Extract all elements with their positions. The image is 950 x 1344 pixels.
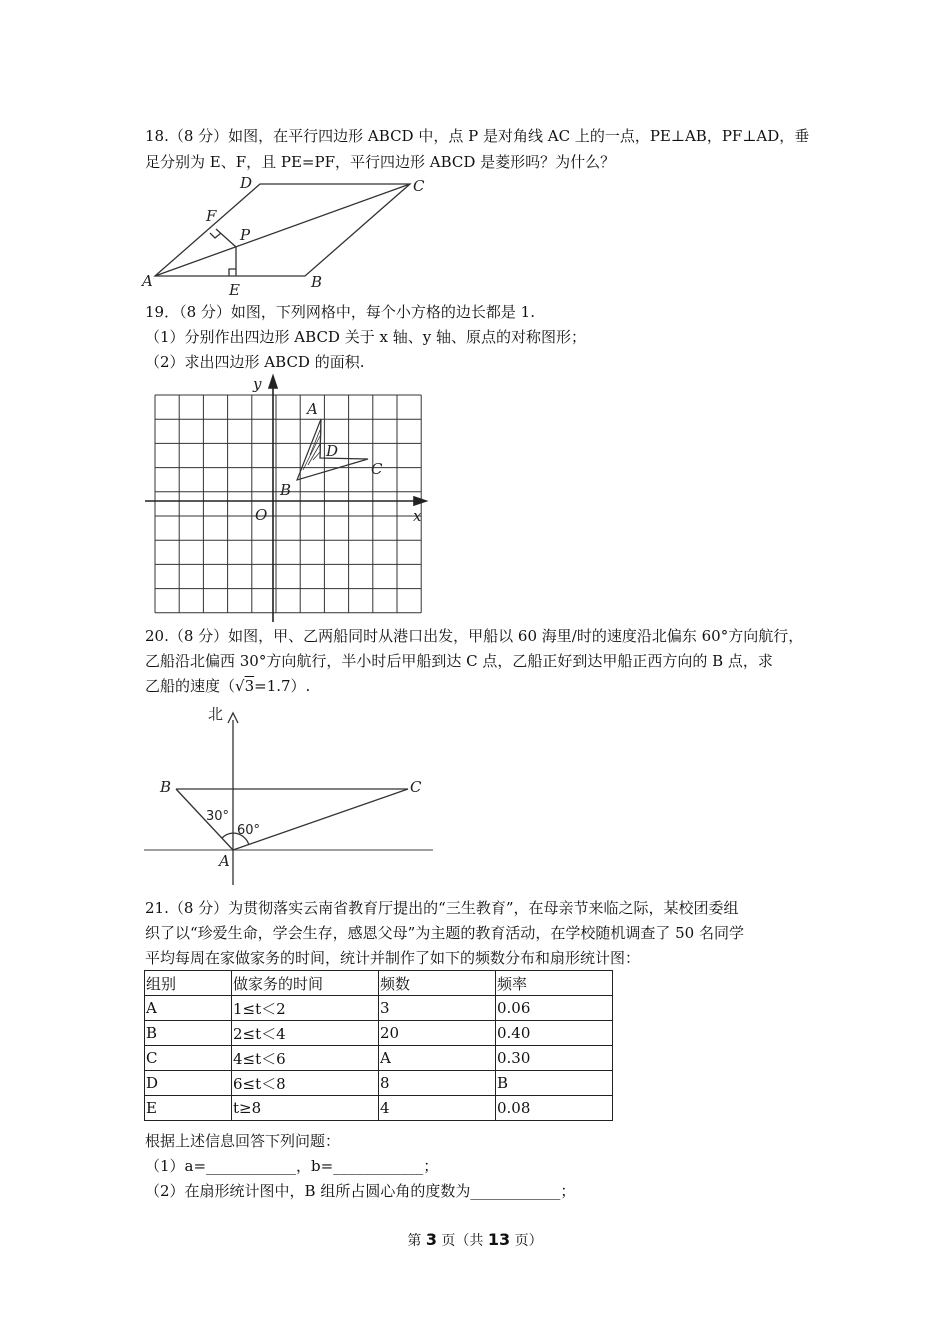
q18-label-D: D xyxy=(240,174,253,192)
table-row xyxy=(145,996,613,1021)
q21-text-line3: 平均每周在家做家务的时间，统计并制作了如下的频数分布和扇形统计图： xyxy=(145,949,641,967)
q19-label-B: B xyxy=(280,481,292,499)
table-cell: 1≤t＜2 xyxy=(232,996,379,1021)
table-cell: 0.30 xyxy=(496,1046,613,1071)
table-cell: 0.06 xyxy=(496,996,613,1021)
table-cell: t≥8 xyxy=(232,1096,379,1121)
table-row xyxy=(145,1071,613,1096)
table-cell: 0.40 xyxy=(496,1021,613,1046)
page-footer: 第 3 页（共 13 页） xyxy=(407,1230,543,1249)
q21-text-line1: 21.（8 分）为贯彻落实云南省教育厅提出的“三生教育”，在母亲节来临之际，某校团委组 xyxy=(145,899,739,917)
q21-after-table-text: 根据上述信息回答下列问题： xyxy=(145,1132,341,1150)
q18-label-P: P xyxy=(240,226,251,244)
q21-sub-question-2: （2）在扇形统计图中，B 组所占圆心角的度数为____________； xyxy=(145,1182,576,1200)
header-cell: 组别 xyxy=(145,971,232,996)
q20-text-line3: 乙船的速度（√3=1.7）. xyxy=(145,677,311,695)
q18-label-C: C xyxy=(413,177,425,195)
q19-label-A: A xyxy=(307,400,318,418)
q19-label-origin: O xyxy=(255,506,268,524)
q19-label-y: y xyxy=(253,375,262,393)
table-cell: 0.08 xyxy=(496,1096,613,1121)
q20-text-line2: 乙船沿北偏西 30°方向航行，半小时后甲船到达 C 点，乙船正好到达甲船正西方向的 B 点，求 xyxy=(145,652,773,670)
q20-angle-60: 60° xyxy=(237,823,261,838)
q21-text-line2: 织了以“珍爱生命，学会生存，感恩父母”为主题的教育活动，在学校随机调查了 50 名同学 xyxy=(145,924,744,942)
table-cell: 3 xyxy=(379,996,496,1021)
header-cell: 频数 xyxy=(379,971,496,996)
table-cell: 6≤t＜8 xyxy=(232,1071,379,1096)
q19-text-line3: （2）求出四边形 ABCD 的面积. xyxy=(145,353,365,371)
q18-label-E: E xyxy=(229,281,240,299)
table-cell: 4≤t＜6 xyxy=(232,1046,379,1071)
table-cell: A xyxy=(379,1046,496,1071)
q20-label-B: B xyxy=(160,778,172,796)
q20-label-north: 北 xyxy=(208,705,224,723)
header-cell: 频率 xyxy=(496,971,613,996)
frequency-table xyxy=(144,970,613,1121)
table-cell: A xyxy=(145,996,232,1021)
table-cell: 8 xyxy=(379,1071,496,1096)
table-cell: B xyxy=(496,1071,613,1096)
page-number: 3 xyxy=(425,1230,437,1249)
table-cell: 4 xyxy=(379,1096,496,1121)
q18-label-F: F xyxy=(206,207,217,225)
table-cell: B xyxy=(145,1021,232,1046)
table-header-row xyxy=(145,971,613,996)
q19-label-D: D xyxy=(326,442,339,460)
q18-label-A: A xyxy=(142,272,153,290)
table-row xyxy=(145,1046,613,1071)
q18-label-B: B xyxy=(311,273,323,291)
q18-text-line1: 18.（8 分）如图，在平行四边形 ABCD 中，点 P 是对角线 AC 上的一点，PE⊥AB，PF⊥AD，垂 xyxy=(145,127,810,145)
q18-text-line2: 足分别为 E、F，且 PE=PF，平行四边形 ABCD 是菱形吗？为什么？ xyxy=(145,153,616,171)
table-cell: 20 xyxy=(379,1021,496,1046)
total-pages: 13 xyxy=(487,1230,511,1249)
q19-text-line1: 19．（8 分）如图，下列网格中，每个小方格的边长都是 1. xyxy=(145,303,535,321)
table-cell: C xyxy=(145,1046,232,1071)
table-cell: 2≤t＜4 xyxy=(232,1021,379,1046)
q20-label-C: C xyxy=(410,778,422,796)
table-cell: E xyxy=(145,1096,232,1121)
q20-text-line1: 20.（8 分）如图，甲、乙两船同时从港口出发，甲船以 60 海里/时的速度沿北偏东 60°方向航行， xyxy=(145,627,804,645)
q20-angle-30: 30° xyxy=(206,809,230,824)
table-row xyxy=(145,1021,613,1046)
q20-label-A: A xyxy=(219,852,230,870)
table-cell: D xyxy=(145,1071,232,1096)
table-row xyxy=(145,1096,613,1121)
q19-label-C: C xyxy=(371,460,383,478)
q19-label-x: x xyxy=(413,507,422,525)
header-cell: 做家务的时间 xyxy=(232,971,379,996)
q21-sub-question-1: （1）a=____________，b=____________； xyxy=(145,1157,439,1175)
q19-text-line2: （1）分别作出四边形 ABCD 关于 x 轴、y 轴、原点的对称图形； xyxy=(145,328,586,346)
sqrt-symbol: √ xyxy=(235,677,245,695)
